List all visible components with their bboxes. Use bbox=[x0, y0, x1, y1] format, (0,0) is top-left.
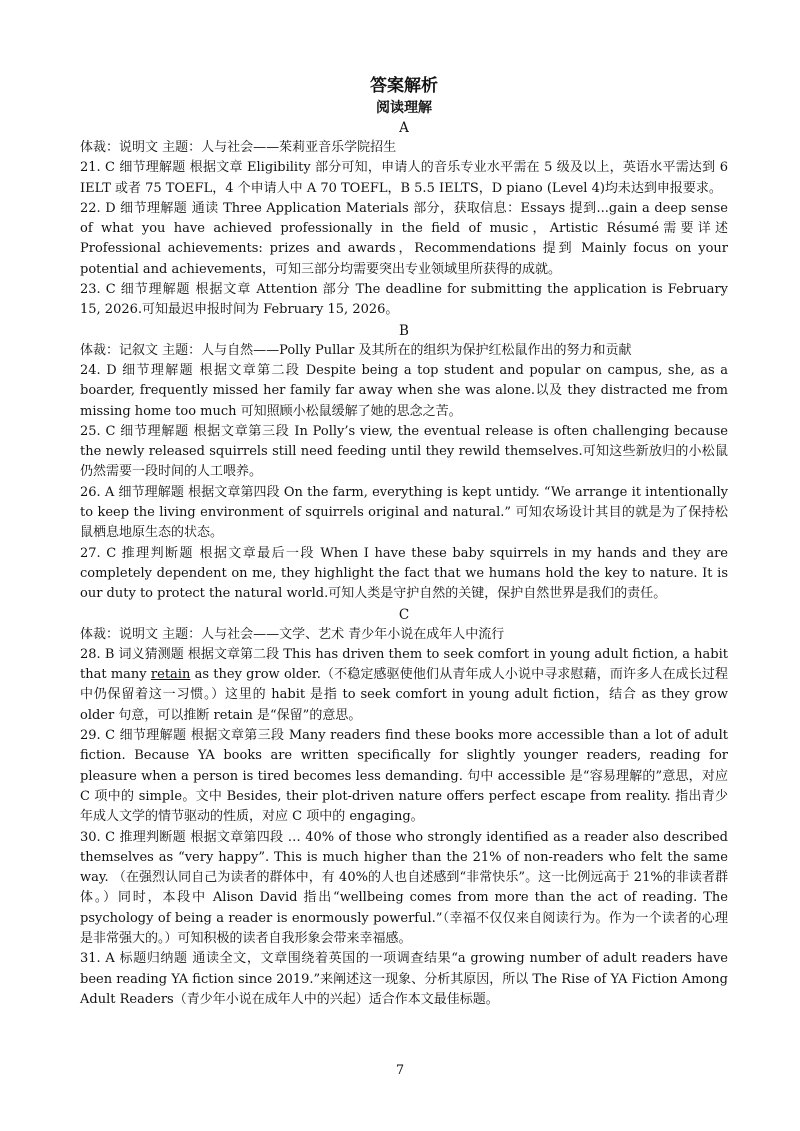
section-genre-c: 体裁：说明文 主题：人与社会——文学、艺术 青少年小说在成年人中流行 bbox=[80, 626, 505, 642]
page-number: 7 bbox=[395, 1063, 405, 1078]
section-label-b: B bbox=[399, 322, 409, 339]
answer-item-30: 30. C 推理判断题 根据文章第四段 … 40% of those who strongly identified as a reader also described themselves as “very happy”. This is much higher than the 21% of non-readers who felt the same way. （在强烈认同自己为读者的群体中，有 40%的人也自述感到“非常快乐”。这一比例远高于 21%的非读者群体。）同时，本段中 Alison David 指出“wellbeing comes from more than the act of reading. The psychology of being a reader is enormously powerful.”（幸福不仅仅来自阅读行为。作为一个读者的心理是非常强大的。）可知积极的读者自我形象会带来幸福感。 bbox=[80, 829, 728, 946]
answer-item-26: 26. A 细节理解题 根据文章第四段 On the farm, everything is kept untidy. “We arrange it intentionally to keep the living environment of squirrels original and natural.” 可知农场设计其目的就是为了保持松鼠栖息地原生态的状态。 bbox=[80, 484, 728, 541]
answer-item-25: 25. C 细节理解题 根据文章第三段 In Polly’s view, the eventual release is often challenging because the newly released squirrels still need feeding until they rewild themselves.可知这些新放归的小松鼠仍然需要一段时间的人工喂养。 bbox=[80, 423, 728, 480]
section-genre-b: 体裁：记叙文 主题：人与自然——Polly Pullar 及其所在的组织为保护红松鼠作出的努力和贡献 bbox=[80, 342, 632, 358]
answer-item-21: 21. C 细节理解题 根据文章 Eligibility 部分可知，申请人的音乐专业水平需在 5 级及以上，英语水平需达到 6 IELT 或者 75 TOEFL，4 个申请人中 A 70 TOEFL，B 5.5 IELTS，D piano (Level 4)均未达到申报要求。 bbox=[80, 160, 728, 196]
section-genre-a: 体裁：说明文 主题：人与社会——茱莉亚音乐学院招生 bbox=[80, 140, 397, 155]
answer-item-27: 27. C 推理判断题 根据文章最后一段 When I have these baby squirrels in my hands and they are completely dependent on me, they highlight the fact that we humans hold the key to nature. It is our duty to protect the natural world.可知人类是守护自然的关键，保护自然世界是我们的责任。 bbox=[80, 545, 728, 602]
answer-item-22: 22. D 细节理解题 通读 Three Application Materials 部分，获取信息：Essays 提到...gain a deep sense of what you have achieved professionally in the field of music，Artistic Résumé需要详述 Professional achievements: prizes and awards，Recommendations 提到 Mainly focus on your potential and achievements，可知三部分均需要突出专业领域里所获得的成就。 bbox=[80, 200, 728, 277]
underlined-word: retain bbox=[150, 667, 191, 683]
page-title: 答案解析 bbox=[370, 76, 438, 96]
answer-item-23: 23. C 细节理解题 根据文章 Attention 部分 The deadline for submitting the application is February 15, 2026.可知最迟申报时间为 February 15, 2026。 bbox=[80, 282, 728, 318]
answer-item-29: 29. C 细节理解题 根据文章第三段 Many readers find these books more accessible than a lot of adult fiction. Because YA books are written specifically for slightly younger readers, reading for pleasure when a person is tired becomes less demanding. 句中 accessible 是“容易理解的”意思，对应 C 项中的 simple。文中 Besides, their plot-driven nature offers perfect escape from reality. 指出青少年成人文学的情节驱动的性质，对应 C 项中的 engaging。 bbox=[80, 728, 728, 825]
answer-item-31: 31. A 标题归纳题 通读全文，文章围绕着英国的一项调查结果“a growing number of adult readers have been reading YA fiction since 2019.”来阐述这一现象、分析其原因，所以 The Rise of YA Fiction Among Adult Readers（青少年小说在成年人中的兴起）适合作本文最佳标题。 bbox=[80, 951, 728, 1007]
section-label-a: A bbox=[399, 120, 409, 136]
answer-item-28: 28. B 词义猜测题 根据文章第二段 This has driven them to seek comfort in young adult fiction, a habit that many retain as they grow older.（不稳定感驱使他们从青年成人小说中寻求慰藉，而许多人在成长过程中仍保留着这一习惯。）这里的 habit 是指 to seek comfort in young adult fiction，结合 as they grow older 句意，可以推断 retain 是“保留”的意思。 bbox=[80, 646, 728, 723]
section-label-c: C bbox=[398, 606, 410, 623]
document-page bbox=[80, 74, 728, 1010]
answer-item-24: 24. D 细节理解题 根据文章第二段 Despite being a top student and popular on campus, she, as a boarder, frequently missed her family far away when she was alone.以及 they distracted me from missing home too much 可知照顾小松鼠缓解了她的思念之苦。 bbox=[80, 362, 728, 419]
page-subtitle: 阅读理解 bbox=[376, 100, 432, 116]
